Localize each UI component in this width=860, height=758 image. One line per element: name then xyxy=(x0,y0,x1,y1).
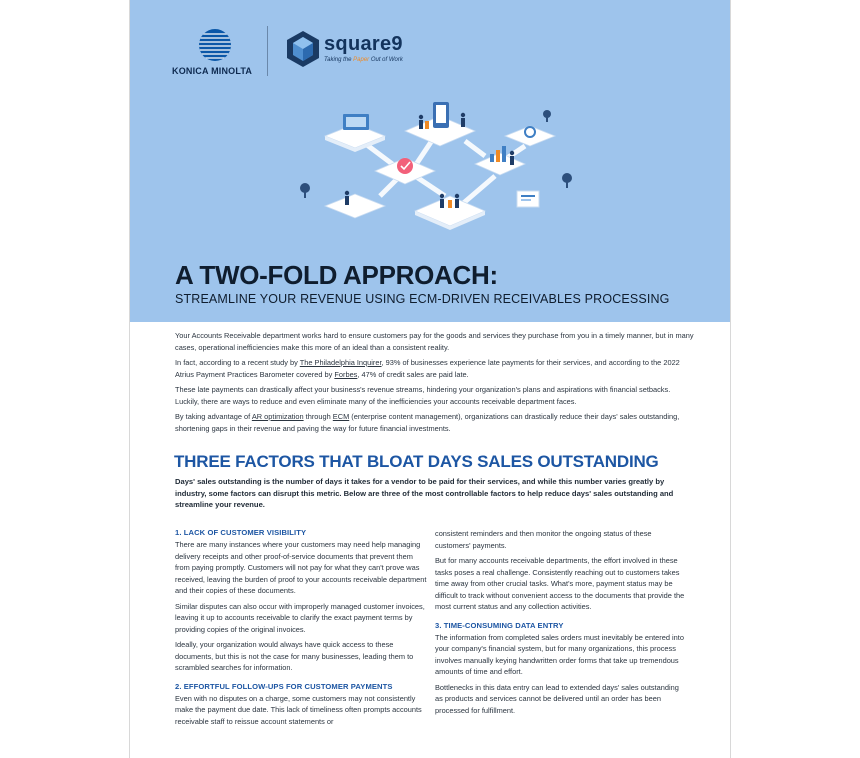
factor-1-heading: 1. LACK OF CUSTOMER VISIBILITY xyxy=(175,528,307,537)
document-page xyxy=(129,0,731,758)
isometric-workflow-illustration xyxy=(285,96,585,246)
factor-2-paragraph-2: But for many accounts receivable departments, the effort involved in these tasks poses a real challenge. Consistently reaching out to customers takes time away from other crucial tasks. What's more, payment status may be difficult to track without convenient access to the documents that provide the most current status and any collection activities. xyxy=(435,556,685,611)
square9-hex-icon xyxy=(286,30,320,68)
square9-wordmark: square9 xyxy=(324,33,403,55)
hero-banner xyxy=(130,0,731,322)
factor-2-heading: 2. EFFORTFUL FOLLOW-UPS FOR CUSTOMER PAYMENTS xyxy=(175,681,393,691)
intro-paragraph-1: Your Accounts Receivable department works hard to ensure customers pay for the goods and services they purchase from you in a timely manner, but in many cases, operational inefficiencies make this more of an ideal than a consistent reality. xyxy=(175,331,694,352)
right-column xyxy=(435,528,687,720)
forbes-link[interactable]: Forbes xyxy=(334,369,358,379)
square9-logo xyxy=(286,30,436,76)
square9-tagline: Taking the Paper Out of Work xyxy=(324,57,403,63)
intro-paragraph-3: These late payments can drastically affect your business's revenue streams, hindering your organization's plans and aspirations with financial setbacks. Luckily, there are ways to reduce and even eliminate many of the inefficiencies your accounts receivable department faces. xyxy=(175,385,671,406)
konica-globe-icon xyxy=(198,28,232,62)
factor-1-paragraph-3: Ideally, your organization would always have quick access to these documents, but this is not the case for many businesses, leading them to scrambled searches for information. xyxy=(175,640,414,672)
left-column xyxy=(175,528,427,731)
konica-minolta-logo xyxy=(172,26,262,78)
intro-section xyxy=(175,330,695,438)
section-heading: THREE FACTORS THAT BLOAT DAYS SALES OUTSTANDING xyxy=(174,452,659,471)
factor-3-paragraph-1: The information from completed sales orders must inevitably be entered into your company's financial system, but for many organizations, this process involves manually keying handwritten order forms that take up tremendous amounts of time and effort. xyxy=(435,632,684,676)
philadelphia-inquirer-link[interactable]: The Philadelphia Inquirer xyxy=(299,358,382,367)
factor-3-paragraph-2: Bottlenecks in this data entry can lead to extended days' sales outstanding as products and services cannot be delivered until an order has been processed for fulfillment. xyxy=(435,682,679,715)
konica-wordmark: KONICA MINOLTA xyxy=(172,66,253,76)
logo-divider xyxy=(267,26,268,76)
section-lead: Days' sales outstanding is the number of days it takes for a vendor to be paid for their services, and while this number varies greatly by industry, some factors can disrupt this metric. Below are three of the most controllable factors to help reduce days' sales outstanding and streamline your revenue. xyxy=(175,477,674,509)
intro-paragraph-4: By taking advantage of AR optimization through ECM (enterprise content management), organizations can drastically reduce their days' sales outstanding, shortening gaps in their revenue and paving the way for future financial investments. xyxy=(175,412,680,433)
page-title: A TWO-FOLD APPROACH: xyxy=(175,260,498,290)
factor-3-heading: 3. TIME-CONSUMING DATA ENTRY xyxy=(435,620,564,630)
ar-optimization-link[interactable]: AR optimization xyxy=(251,412,304,421)
page-subtitle: STREAMLINE YOUR REVENUE USING ECM-DRIVEN RECEIVABLES PROCESSING xyxy=(175,292,670,306)
factor-1-paragraph-2: Similar disputes can also occur with improperly managed customer invoices, leaving it up to accounts receivable to clarify the exact payment terms by providing copies of the original invoices. xyxy=(175,601,425,634)
ecm-link[interactable]: ECM xyxy=(332,412,350,421)
intro-paragraph-2: In fact, according to a recent study by The Philadelphia Inquirer, 93% of businesses experience late payments for their services, and according to the 2022 Atrius Payment Practices Barometer covered by Forbes, 47% of credit sales are paid late. xyxy=(175,358,680,379)
factor-2-paragraph-1: Even with no disputes on a charge, some customers may not consistently make the payment due date. This lack of timeliness often prompts accounts receivable staff to reissue account statements or xyxy=(175,693,422,726)
factor-1-paragraph-1: There are many instances where your customers may need help managing delivery receipts and other proof-of-service documents that prevent them from paying promptly. Customers will not pay for what they can't prove was received, leaving the burden of proof to your accounts receivable department and their copies of these documents. xyxy=(175,540,427,595)
factor-2-paragraph-1-continued: consistent reminders and then monitor the ongoing status of these customers' payments. xyxy=(435,529,652,550)
